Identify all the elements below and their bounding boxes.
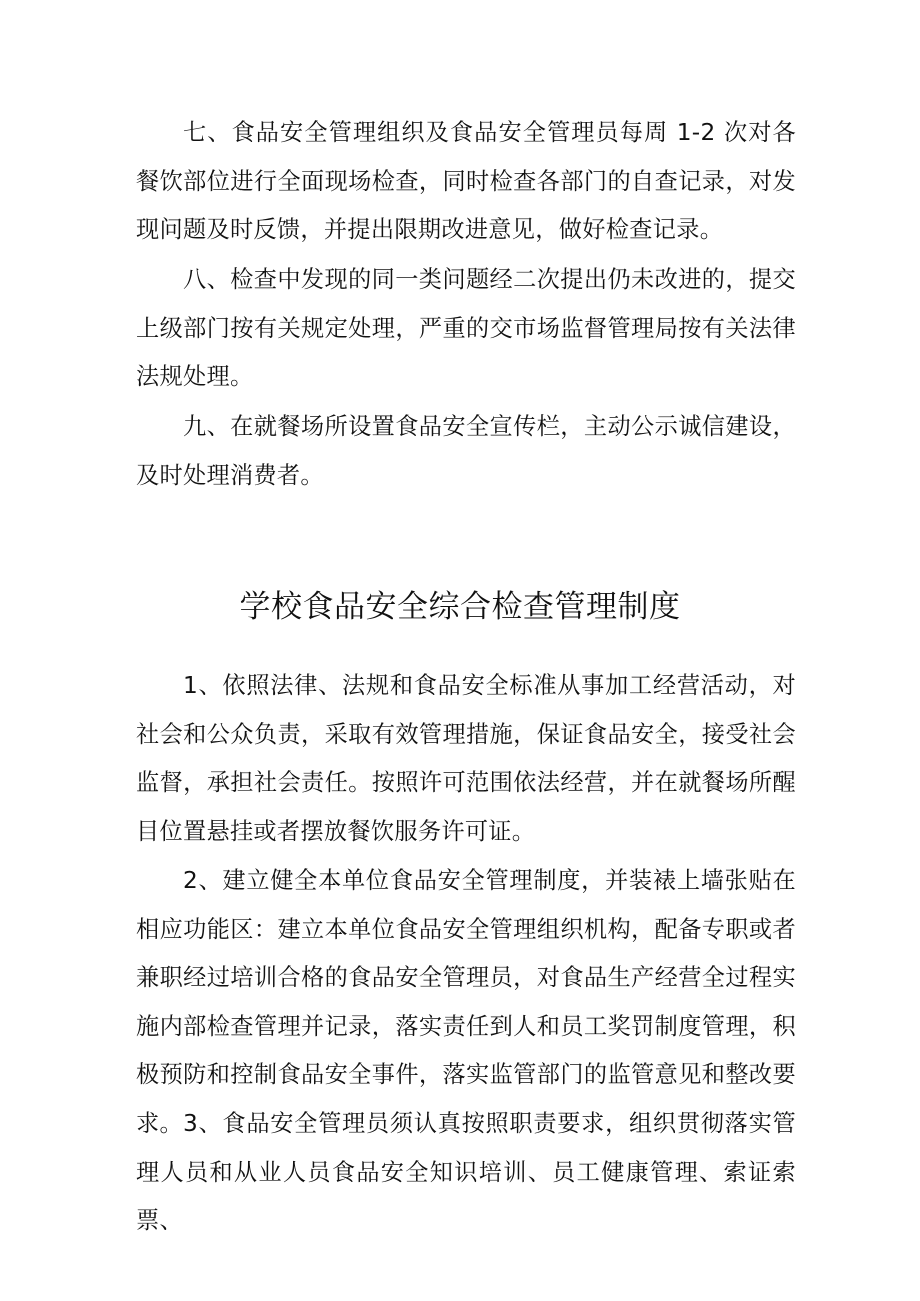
document-title: 学校食品安全综合检查管理制度 bbox=[239, 589, 681, 625]
rule-item-2: 2、建立健全本单位食品安全管理制度，并装裱上墙张贴在相应功能区：建立本单位食品安全管理组织机构，配备专职或者兼职经过培训合格的食品安全管理员，对食品生产经营全过程实施内部检查管理并记录，落实责任到人和员工奖罚制度管理，积极预防和控制食品安全事件，落实监管部门的监管意见和整改要求。 bbox=[136, 867, 796, 1137]
rule-item-7: 七、食品安全管理组织及食品安全管理员每周 1-2 次对各餐饮部位进行全面现场检查，同时检查各部门的自查记录，对发现问题及时反馈，并提出限期改进意见，做好检查记录。 bbox=[136, 119, 796, 243]
rule-item-8: 八、检查中发现的同一类问题经二次提出仍未改进的，提交上级部门按有关规定处理，严重的交市场监督管理局按有关法律法规处理。 bbox=[136, 266, 796, 390]
rule-item-1: 1、依照法律、法规和食品安全标准从事加工经营活动，对社会和公众负责，采取有效管理措施，保证食品安全，接受社会监督，承担社会责任。按照许可范围依法经营，并在就餐场所醒目位置悬挂或者摆放餐饮服务许可证。 bbox=[136, 672, 796, 845]
rule-item-9: 九、在就餐场所设置食品安全宣传栏，主动公示诚信建设，及时处理消费者。 bbox=[136, 413, 796, 489]
rule-item-3: 3、食品安全管理员须认真按照职责要求，组织贯彻落实管理人员和从业人员食品安全知识培训、员工健康管理、索证索票、 bbox=[136, 1110, 796, 1234]
